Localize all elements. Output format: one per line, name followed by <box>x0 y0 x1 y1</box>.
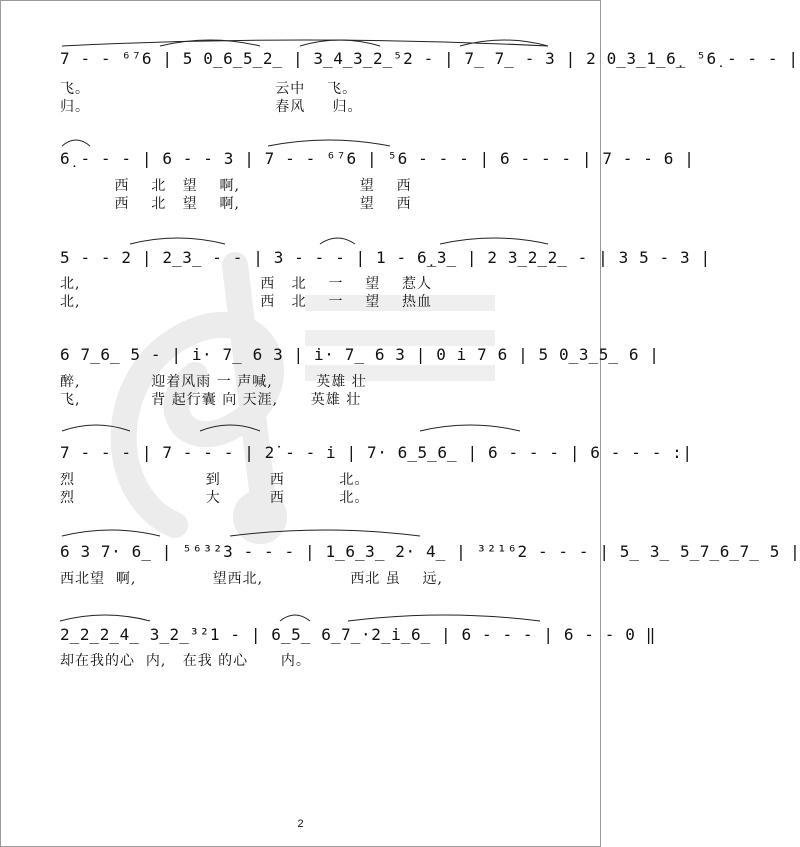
lyric-line-2-verse-2: 西 北 望 啊, 望 西 <box>60 196 412 212</box>
notation-line-3: 5 - - 2 | 2̲3̲ - - | 3 - - - | 1 - 6̣̲3̲ | 2 3̲2̲2̲ - | 3 5 - 3 | <box>60 248 711 267</box>
slur-arc <box>420 425 520 431</box>
notation-line-6: 6 3 7· 6̲ | ⁵⁶³²3 - - - | 1̲6̲3̲ 2· 4̲ | ³²¹⁶2 - - - | 5̲ 3̲ 5̲7̲6̲7̲ 5 | <box>60 542 800 561</box>
lyric-line-4-verse-1: 醉, 迎着风雨 一 声喊, 英雄 壮 <box>60 374 367 390</box>
slur-arc <box>280 615 310 621</box>
slur-arc <box>320 238 355 244</box>
page-number: 2 <box>297 818 304 830</box>
notation-line-2: 6̣ - - - | 6 - - 3 | 7 - - ⁶⁷6 | ⁵6 - - - | 6 - - - | 7 - - 6 | <box>60 149 695 168</box>
notation-line-5: 7 - - - | 7 - - - | 2̇ - - i | 7· 6̲5̲6̲ | 6 - - - | 6 - - - :| <box>60 443 693 462</box>
slur-arc <box>200 425 260 431</box>
lyric-line-7-verse-1: 却在我的心 内, 在我 的心 内。 <box>60 653 311 669</box>
lyric-line-4-verse-2: 飞, 背 起行囊 向 天涯, 英雄 壮 <box>60 392 362 408</box>
lyric-line-6-verse-1: 西北望 啊, 望西北, 西北 虽 远, <box>60 571 444 587</box>
lyric-line-1-verse-1: 飞。 云中 飞。 <box>60 81 358 97</box>
lyric-line-2-verse-1: 西 北 望 啊, 望 西 <box>60 178 412 194</box>
slur-arc <box>130 238 225 244</box>
slur-arc <box>440 238 548 244</box>
lyric-line-5-verse-2: 烈 大 西 北。 <box>60 490 370 506</box>
slur-arc <box>62 425 130 431</box>
notation-line-4: 6 7̲6̲ 5 - | i· 7̲ 6 3 | i· 7̲ 6 3 | 0 i 7 6 | 5 0̲3̲5̲ 6 | <box>60 345 660 364</box>
notation-line-7: 2̲2̲2̲4̲ 3̲2̲³²1 - | 6̲5̲ 6̲7̲·2̲i̲6̲ | 6 - - - | 6 - - 0 ‖ <box>60 625 656 644</box>
slur-arc <box>268 140 390 146</box>
lyric-line-3-verse-2: 北, 西 北 一 望 热血 <box>60 294 433 310</box>
slur-arc <box>62 140 90 146</box>
notation-line-1: 7 - - ⁶⁷6 | 5 0̲6̲5̲2̲ | 3̲4̲3̲2̲⁵2 - | 7̲ 7̲ - 3 | 2 0̲3̲1̲6̣̲ ⁵6̣ - - - | <box>60 49 799 68</box>
lyric-line-1-verse-2: 归。 春风 归。 <box>60 99 363 115</box>
slur-arc <box>62 530 160 536</box>
lyric-line-5-verse-1: 烈 到 西 北。 <box>60 472 370 488</box>
slur-arc <box>60 615 150 621</box>
lyric-line-3-verse-1: 北, 西 北 一 望 惹人 <box>60 276 433 292</box>
slur-arc <box>230 530 420 536</box>
slur-arc <box>348 615 540 621</box>
